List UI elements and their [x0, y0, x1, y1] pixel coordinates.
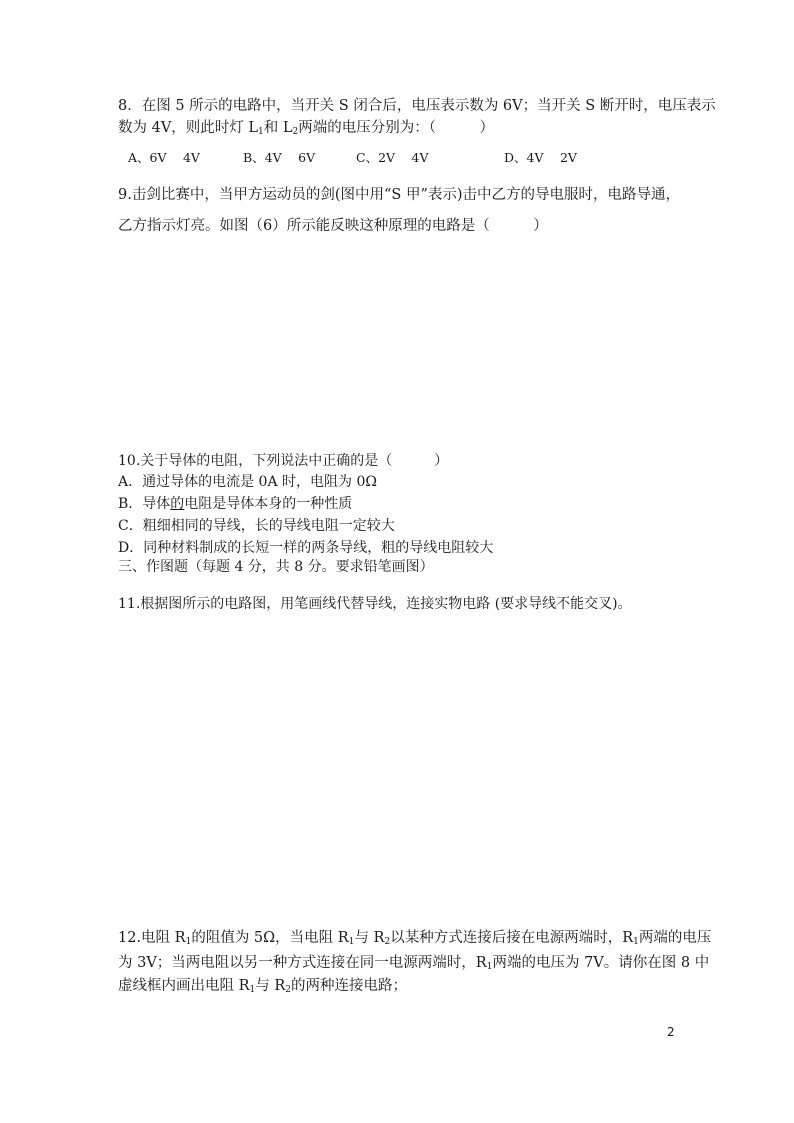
- q12-l3-sub-1: 1: [249, 985, 256, 995]
- q10-option-a: A．通过导体的电流是 0A 时，电阻为 0Ω: [118, 474, 377, 490]
- q12-l2-a: 为 3V；当两电阻以另一种方式连接在同一电源两端时，R: [118, 955, 487, 971]
- q12-line-1: [118, 928, 711, 948]
- q8-sub-2: 2: [292, 127, 299, 137]
- q8-line-1: 8．在图 5 所示的电路中，当开关 S 闭合后，电压表示数为 6V；当开关 S 断开时，电压表示: [118, 98, 716, 114]
- page-number: 2: [667, 1025, 675, 1039]
- q12-l1-d: 以某种方式连接后接在电源两端时，R: [390, 930, 634, 946]
- q8-line-2: [118, 118, 494, 138]
- q10-option-b-underlined: 的: [170, 496, 185, 512]
- q9-line-1: 9.击剑比赛中，当甲方运动员的剑(图中用“S 甲”表示)击中乙方的导电服时，电路导通，: [118, 187, 681, 203]
- q12-line-2: [118, 953, 709, 973]
- q12-l2-b: 两端的电压为 7V。请你在图 8 中: [492, 955, 710, 971]
- q8-line-2-post: 两端的电压分别为：（ ）: [298, 120, 495, 136]
- q12-l3-a: 虚线框内画出电阻 R: [118, 978, 250, 994]
- q12-l1-sub-4: 1: [633, 937, 639, 947]
- q10-option-b-pre: B．导体: [118, 496, 171, 512]
- q12-l3-sub-2: 2: [285, 985, 292, 995]
- q10-option-b: [118, 494, 352, 514]
- q12-l2-sub-1: 1: [486, 962, 493, 972]
- q8-option-d: D、4V 2V: [504, 150, 577, 165]
- q12-l3-c: 的两种连接电路；: [291, 978, 408, 994]
- q10-option-b-post: 电阻是导体本身的一种性质: [184, 496, 353, 512]
- q12-l3-b: 与 R: [255, 978, 286, 994]
- q12-l1-e: 两端的电压: [638, 930, 712, 946]
- section-3-heading: 三、作图题（每题 4 分，共 8 分。要求铅笔画图）: [118, 559, 434, 575]
- q8-sub-1: 1: [258, 127, 264, 137]
- q12-l1-a: 12.电阻 R: [118, 930, 186, 946]
- q10-option-c: C．粗细相同的导线，长的导线电阻一定较大: [118, 518, 395, 534]
- q8-option-c: C、2V 4V: [356, 150, 429, 165]
- q10-option-d: D．同种材料制成的长短一样的两条导线，粗的导线电阻较大: [118, 540, 494, 556]
- q12-l1-sub-3: 2: [384, 937, 391, 947]
- q10-stem: 10.关于导体的电阻，下列说法中正确的是（ ）: [118, 453, 449, 469]
- q12-l1-sub-1: 1: [185, 937, 192, 947]
- q8-option-a: A、6V 4V: [128, 150, 200, 165]
- q12-l1-c: 与 R: [354, 930, 385, 946]
- q8-option-b: B、4V 6V: [243, 150, 316, 165]
- q12-line-3: [118, 976, 407, 996]
- q9-line-2: 乙方指示灯亮。如图（6）所示能反映这种原理的电路是（ ）: [118, 218, 548, 234]
- q12-l1-b: 的阻值为 5Ω，当电阻 R: [191, 930, 349, 946]
- q12-l1-sub-2: 1: [348, 937, 355, 947]
- q8-line-2-pre: 数为 4V，则此时灯 L: [118, 120, 259, 136]
- q11-text: 11.根据图所示的电路图，用笔画线代替导线，连接实物电路 (要求导线不能交叉)。: [118, 596, 632, 612]
- q8-line-2-mid: 和 L: [263, 120, 293, 136]
